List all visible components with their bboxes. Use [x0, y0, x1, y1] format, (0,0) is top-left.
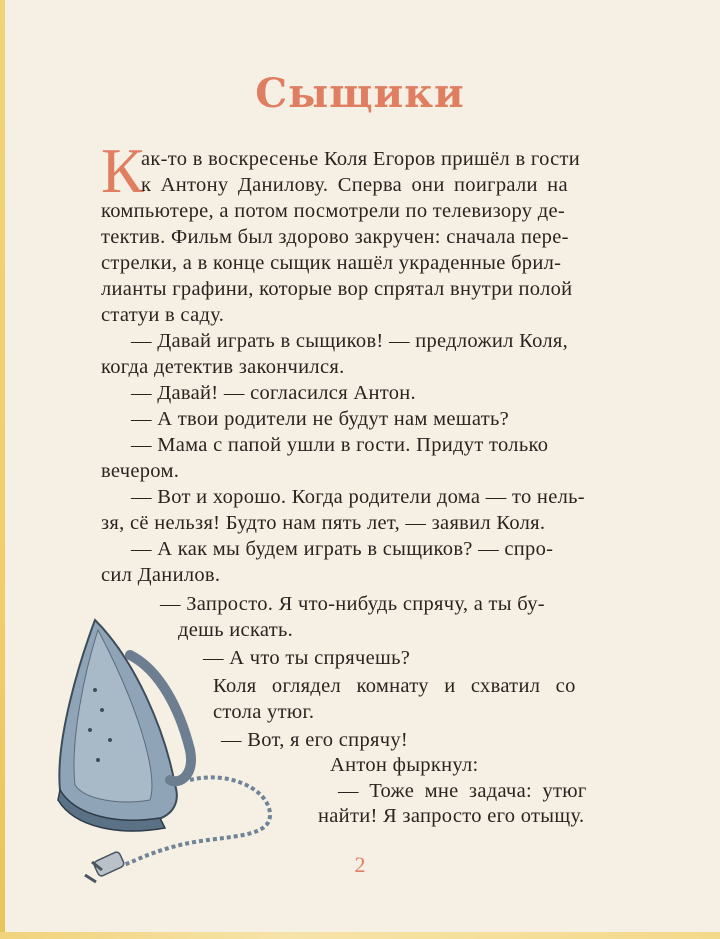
text-line: — Давай! — согласился Антон.	[131, 382, 416, 404]
text-line: дешь искать.	[178, 619, 294, 641]
text-line: вечером.	[101, 460, 180, 482]
text-line: стола утюг.	[213, 701, 315, 723]
text-line: лианты графини, которые вор спрятал внутри полой	[101, 278, 573, 300]
text-line: зя, сё нельзя! Будто нам пять лет, — заявил Коля.	[101, 512, 546, 534]
iron-body	[58, 620, 191, 831]
text-line: Антон фыркнул:	[330, 754, 479, 776]
text-line: — А что ты спрячешь?	[203, 647, 411, 669]
text-line: сил Данилов.	[101, 564, 221, 586]
text-line: стрелки, а в конце сыщик нашёл украденные брил-	[101, 252, 562, 274]
text-line: — Вот, я его спрячу!	[221, 729, 409, 751]
text-line: — Давай играть в сыщиков! — предложил Коля,	[131, 330, 569, 352]
page-number: 2	[354, 852, 366, 877]
page-edge-strip	[0, 0, 5, 939]
text-line: компьютере, а потом посмотрели по телевизору де-	[101, 200, 565, 222]
text-line: Коля оглядел комнату и схватил со	[213, 675, 576, 697]
text-line: статуи в саду.	[101, 304, 225, 326]
chapter-title: Сыщики	[255, 70, 465, 117]
page-bottom-strip	[0, 932, 720, 939]
text-line: найти! Я запросто его отыщу.	[318, 805, 585, 827]
text-line: — А твои родители не будут нам мешать?	[131, 408, 510, 430]
text-line: — Запросто. Я что-нибудь спрячу, а ты бу-	[160, 593, 545, 615]
drop-cap: К	[101, 135, 144, 206]
text-line: — Тоже мне задача: утюг	[338, 780, 587, 802]
text-line: ак-то в воскресенье Коля Егоров пришёл в гости	[141, 148, 581, 170]
text-line: — Мама с папой ушли в гости. Придут только	[131, 434, 549, 456]
text-line: — А как мы будем играть в сыщиков? — спро-	[131, 538, 554, 560]
text-line: тектив. Фильм был здорово закручен: сначала пере-	[101, 226, 569, 248]
text-line: к Антону Данилову. Сперва они поиграли на	[141, 174, 568, 196]
text-line: когда детектив закончился.	[101, 356, 345, 378]
text-line: — Вот и хорошо. Когда родители дома — то нель-	[131, 486, 585, 508]
